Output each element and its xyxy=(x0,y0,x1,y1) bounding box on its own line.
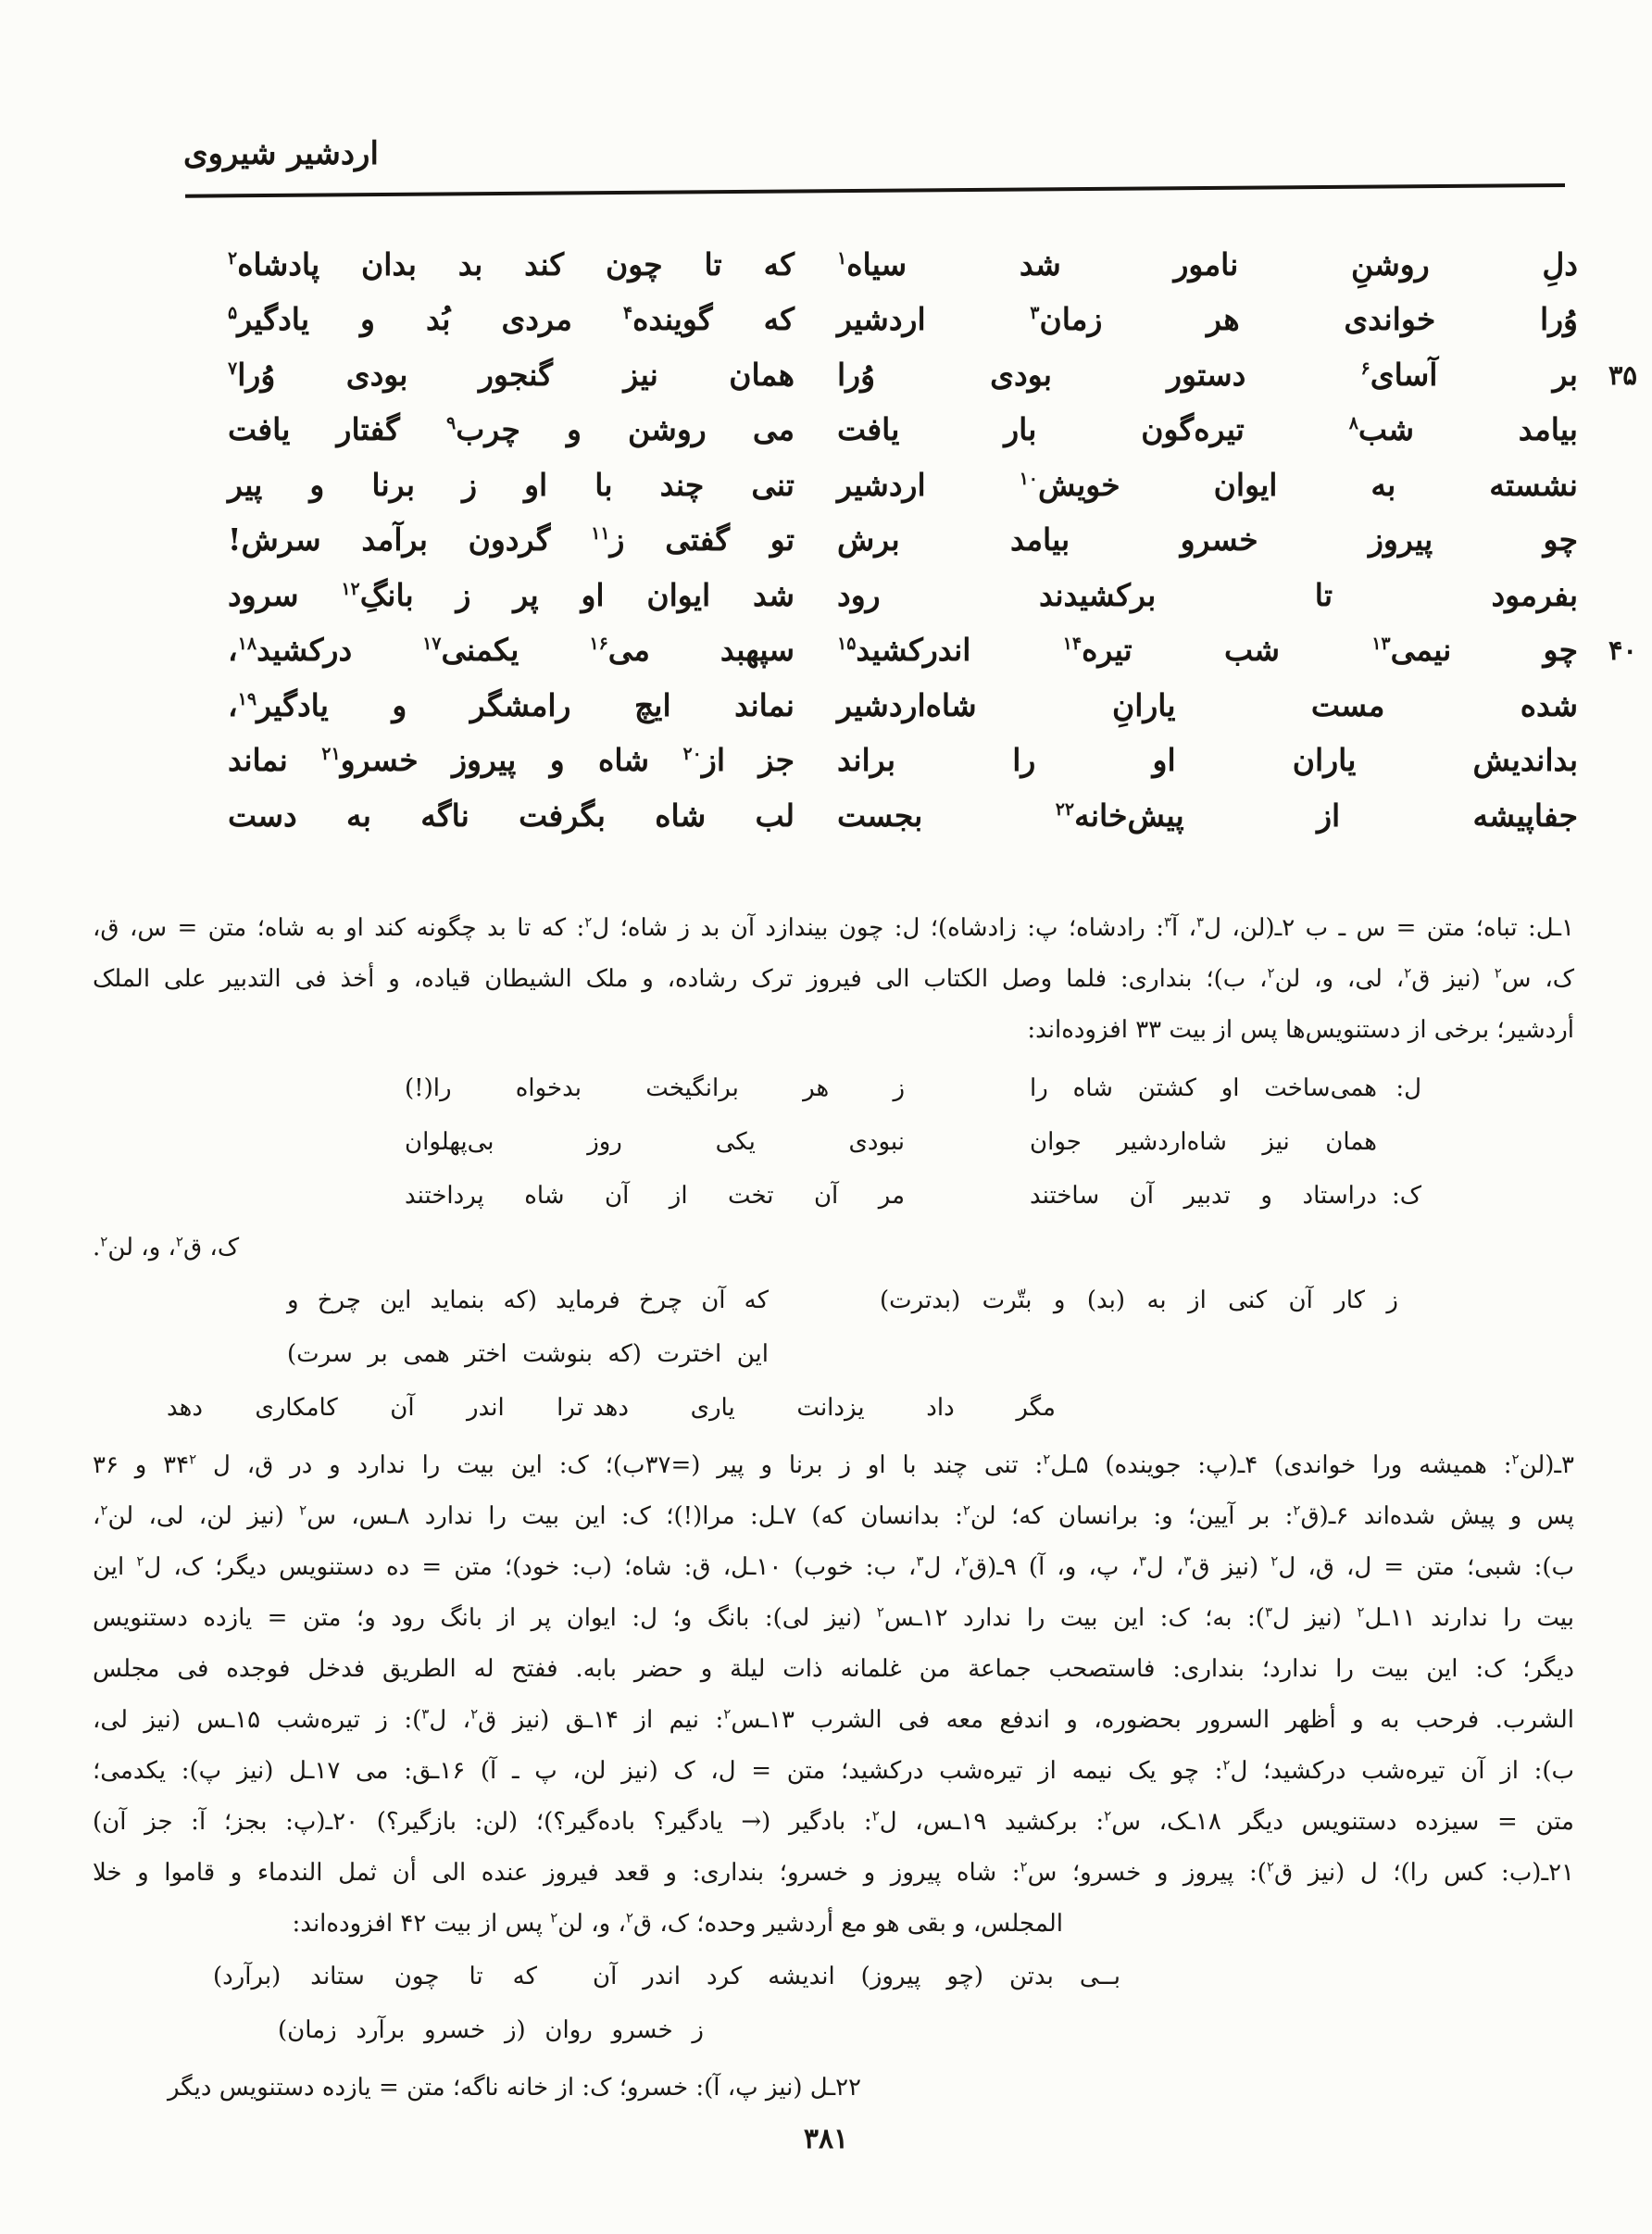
footnote-line: ۳ـ(لن$^۲$: همیشه ورا خواندی) ۴ـ(پ: جوینده) ۵ـل$^۲$: تنی چند با او ز برنا و پیر (=۳۷ب)؛ ک: این بیت را ندارد و در ق، ل $۳۴^۲$ و ۳۶ xyxy=(93,1450,1575,1479)
quote-hemistich-right: دراستاد و تدبیر آن ساختند xyxy=(1030,1182,1377,1210)
hemistich-left: نماند ایچ رامشگر و یادگیر$^{۱۹}$، xyxy=(228,686,795,723)
hemistich-right: چو پیروز خسرو بیامد برش xyxy=(837,521,1578,558)
quote-row xyxy=(93,1274,1574,1327)
header-rule xyxy=(185,183,1565,198)
hemistich-left: سپهبد می$^{۱۶}$ یکمنی$^{۱۷}$ درکشید$^{۱۸}$، xyxy=(228,632,795,669)
footnote-line: ب): از آن تیره‌شب درکشید؛ ل$^۲$: چو یک نیمه از تیره‌شب درکشید؛ متن = ل، ک (نیز لن، پ ـ آ) ۱۶ـق: می ۱۷ـل (نیز پ): یکدمی؛ xyxy=(93,1756,1574,1785)
couplet-row xyxy=(228,237,1637,293)
hemistich-right: بداندیش یاران او را براند xyxy=(837,742,1578,779)
quote-row xyxy=(93,1169,1574,1223)
hemistich-right: شده مست یارانِ شاه‌اردشیر xyxy=(837,686,1578,723)
hemistich-left: جز از$^{۲۰}$ شاه و پیروز خسرو$^{۲۱}$ نماند xyxy=(228,742,795,779)
variant-verse-quote xyxy=(93,1061,1574,1223)
footnote-line: المجلس، و بقی هو مع أردشیر وحده؛ ک، ق$^۲$، و، لن$^۲$ پس از بیت ۴۲ افزوده‌اند: xyxy=(292,1909,1063,1938)
quote-hemistich-left: ز هر برانگیخت بدخواه را(!) xyxy=(405,1074,905,1102)
couplet-row xyxy=(228,788,1637,844)
quote-row xyxy=(93,1327,1574,1381)
footnote-line: ۲۱ـ(ب: کس را)؛ ل (نیز ق$^۲$): پیروز و خسرو؛ س$^۲$: شاه پیروز و خسرو؛ بنداری: و قعد فیروز عنده الی أن ثمل الندماء و قاموا و خلا xyxy=(93,1858,1574,1887)
footnote-line: ک، س$^۲$ (نیز ق$^۲$، لی، و، لن$^۲$، ب)؛ بنداری: فلما وصل الکتاب الی فیروز ترک رشاده، و ملک الشیطان قیاده، و أخذ فی التدبیر علی الملک xyxy=(93,964,1574,993)
hemistich-left: لب شاه بگرفت ناگه به دست xyxy=(228,797,795,834)
hemistich-right: وُرا خواندی هر زمان$^۳$ اردشیر xyxy=(837,301,1578,338)
couplet-row xyxy=(228,403,1637,458)
footnote-line: ب): شبی؛ متن = ل، ق، ل$^۲$ (نیز ق$^۳$، ل$^۳$، پ، و، آ) ۹ـ(ق$^۲$، ل$^۳$، ب: خوب) ۱۰ـل، ق: شاه؛ (ب: خود)؛ متن = ده دستنویس دیگر؛ ک، ل$^۲$ این xyxy=(93,1552,1574,1581)
apparatus-paragraph xyxy=(93,1440,1574,1950)
quote-row xyxy=(93,1950,1574,2003)
quote-hemistich-right: بــی بدتن (چو پیروز) اندیشه کرد اندر آن xyxy=(593,1963,1120,1990)
footnote-line: أردشیر؛ برخی از دستنویس‌ها پس از بیت ۳۳ افزوده‌اند: xyxy=(1027,1016,1574,1044)
quote-row xyxy=(93,1061,1574,1115)
manuscript-label: ک: xyxy=(1391,1182,1421,1210)
quote-hemistich-left: ز خسرو روان (ز خسرو برآرد زمان) xyxy=(278,2016,704,2044)
couplet-row xyxy=(228,568,1637,623)
quote-hemistich-left: که تا چون ستاند (برآرد) xyxy=(213,1963,537,1990)
variant-verse-quote xyxy=(93,1950,1574,2057)
couplet-row xyxy=(228,734,1637,789)
quote-hemistich-left: نبودی یکی روز بی‌پهلوان xyxy=(405,1128,905,1156)
apparatus-paragraph xyxy=(93,903,1574,1056)
couplet-row xyxy=(228,293,1637,348)
page-number: ۳۸۱ xyxy=(803,2123,849,2155)
footnote-line: الشرب. فرحب به و أظهر السرور بحضوره، و اندفع معه فی الشرب ۱۳ـس$^۲$: نیم از ۱۴ـق (نیز ق$^۲$، ل$^۳$): ز تیره‌شب ۱۵ـس (نیز لی، xyxy=(93,1705,1575,1734)
footnote-line: پس و پیش شده‌اند ۶ـ(ق$^۲$: بر آیین؛ و: برانسان که؛ لن$^۲$: بدانسان که) ۷ـل: مرا(!)؛ ک: این بیت را ندارد ۸ـس، س$^۲$ (نیز لن، لی، لن$^۲$، xyxy=(93,1501,1574,1530)
quote-hemistich-right: همی‌ساخت او کشتن شاه را xyxy=(1030,1074,1377,1102)
footnote-line: دیگر؛ ک: این بیت را ندارد؛ بنداری: فاستصحب جماعة من غلمانه ذات لیلة و حضر بابه. ففتح له الطریق فدخل فوجده فی مجلس xyxy=(93,1655,1574,1683)
quote-row xyxy=(93,1115,1574,1169)
footnote-line: ۱ـل: تباه؛ متن = س ـ ب ۲ـ(لن، ل$^۳$، آ$^۳$: رادشاه؛ پ: زادشاه)؛ ل: چون بیندازد آن بد ز شاه؛ ل$^۲$: که تا بد چگونه کند او به شاه؛ متن = س، ق، xyxy=(93,913,1574,942)
quote-hemistich-right: همان نیز شاه‌اردشیر جوان xyxy=(1030,1128,1377,1156)
quote-hemistich-right: ز کار آن کنی از به (بد) و بتّرت (بدترت) xyxy=(880,1286,1398,1314)
couplet-row xyxy=(228,513,1637,569)
quote-hemistich-left: این اخترت (که بنوشت اختر همی بر سرت) xyxy=(287,1340,769,1368)
couplet-row xyxy=(228,623,1637,679)
hemistich-left: تو گفتی ز$^{۱۱}$ گردون برآمد سرش! xyxy=(228,521,795,558)
quote-hemistich-right: مگر داد یزدانت یاری دهد xyxy=(593,1394,1056,1422)
hemistich-right: بفرمود تا برکشیدند رود xyxy=(837,576,1578,613)
hemistich-right: دلِ روشنِ نامور شد سیاه$^۱$ xyxy=(837,245,1578,282)
quote-hemistich-left: که آن چرخ فرماید (که بنماید این چرخ و xyxy=(287,1286,769,1314)
hemistich-right: بیامد شب$^۸$ تیره‌گون بار یافت xyxy=(837,411,1578,448)
hemistich-right: جفاپیشه از پیش‌خانه$^{۲۲}$ بجست xyxy=(837,797,1578,834)
couplet-row xyxy=(228,347,1637,403)
hemistich-right: بر آسای$^۶$ دستور بودی وُرا xyxy=(837,356,1578,393)
variant-verse-quote xyxy=(93,1274,1574,1435)
hemistich-right: چو نیمی$^{۱۳}$ شب تیره$^{۱۴}$ اندرکشید$^{۱۵}$ xyxy=(837,632,1579,669)
footnote-line: متن = سیزده دستنویس دیگر ۱۸ـک، س$^۲$: برکشید ۱۹ـس، ل$^۲$: بادگیر (→ یادگیر؟ باده‌گیر؟)؛ (لن: بازگیر؟) ۲۰ـ(پ: بجز؛ آ: جز آن) xyxy=(93,1807,1574,1836)
critical-apparatus xyxy=(93,903,1574,2114)
quote-hemistich-left: مر آن تخت از آن شاه پرداختند xyxy=(405,1182,905,1210)
verse-section xyxy=(228,237,1637,844)
quote-hemistich-left: ترا اندر آن کامکاری دهد xyxy=(167,1394,583,1422)
manuscript-label: ل: xyxy=(1395,1074,1421,1102)
running-header-title: اردشیر شیروی xyxy=(183,135,379,172)
footnote-line: ۲۲ـل (نیز پ، آ): خسرو؛ ک: از خانه ناگه؛ متن = یازده دستنویس دیگر xyxy=(167,2074,861,2102)
hemistich-left: که تا چون کند بد بدان پادشاه$^۲$ xyxy=(228,245,795,282)
couplet-row xyxy=(228,678,1637,734)
verse-number: ۴۰ xyxy=(1608,634,1637,667)
verse-number: ۳۵ xyxy=(1608,358,1637,391)
hemistich-left: می روشن و چرب$^۹$ گفتار یافت xyxy=(228,411,795,448)
hemistich-left: شد ایوان او پر ز بانگِ$^{۱۲}$ سرود xyxy=(228,576,795,613)
quote-row xyxy=(93,2003,1574,2057)
hemistich-left: که گوینده$^۴$ مردی بُد و یادگیر$^۵$ xyxy=(228,301,795,338)
footnote-line: بیت را ندارند ۱۱ـل$^۲$ (نیز ل$^۳$): به؛ ک: این بیت را ندارد ۱۲ـس$^۲$ (نیز لی): بانگ و؛ ل: ایوان پر از بانگ رود و؛ متن = یازده دستنویس xyxy=(93,1603,1574,1632)
hemistich-left: تنی چند با او ز برنا و پیر xyxy=(228,466,795,503)
hemistich-left: همان نیز گنجور بودی وُرا$^۷$ xyxy=(228,356,795,393)
apparatus-paragraph xyxy=(93,2063,1574,2114)
sigla-line: ک، ق$^۲$، و، لن$^۲$. xyxy=(93,1233,240,1261)
couplet-row xyxy=(228,458,1637,513)
hemistich-right: نشسته به ایوان خویش$^{۱۰}$ اردشیر xyxy=(837,466,1578,503)
quote-row xyxy=(93,1381,1574,1435)
